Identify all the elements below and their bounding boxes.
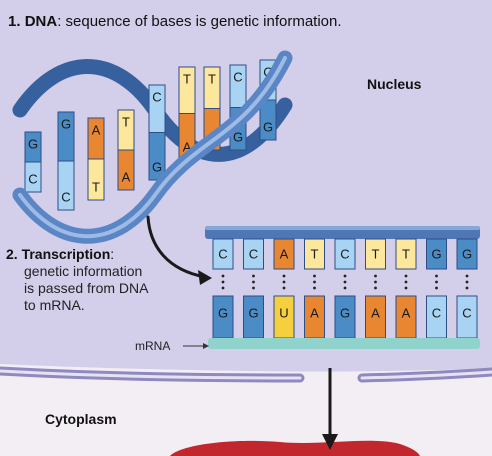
- hydrogen-bond: [252, 275, 255, 278]
- rna-base-letter: A: [310, 305, 319, 321]
- dna-base-letter: G: [461, 246, 473, 262]
- rna-base-letter: U: [279, 305, 289, 321]
- rna-base-letter: C: [431, 305, 442, 321]
- helix-base-letter: T: [92, 179, 100, 195]
- dna-base-letter: T: [402, 246, 410, 262]
- hydrogen-bond: [466, 281, 469, 284]
- step1-text: : sequence of bases is genetic information.: [57, 13, 342, 30]
- helix-base-letter: G: [27, 136, 39, 152]
- hydrogen-bond: [252, 287, 255, 290]
- rna-base-letter: G: [248, 305, 259, 321]
- rna-base-letter: A: [371, 305, 380, 321]
- step1-term: DNA: [24, 13, 58, 30]
- rna-base-letter: A: [401, 305, 411, 321]
- helix-base-letter: G: [60, 116, 72, 132]
- dna-template-bases: [213, 239, 477, 289]
- helix-base-letter: A: [207, 129, 217, 145]
- dna-base-letter: G: [431, 246, 442, 262]
- helix-base-letter: A: [121, 169, 131, 185]
- dna-base-letter: C: [340, 246, 350, 262]
- helix-base-letter: C: [28, 171, 38, 187]
- hydrogen-bond: [313, 287, 316, 290]
- helix-base-letter: G: [151, 159, 163, 175]
- hydrogen-bond: [344, 275, 347, 278]
- hydrogen-bond: [405, 275, 408, 278]
- helix-base-letter: G: [262, 119, 274, 135]
- dna-base-letter: T: [371, 246, 380, 262]
- hydrogen-bond: [344, 281, 347, 284]
- hydrogen-bond: [466, 275, 469, 278]
- dna-base-letter: A: [279, 246, 289, 262]
- dna-base-letter: T: [310, 246, 319, 262]
- hydrogen-bond: [252, 281, 255, 284]
- step1-number: 1.: [8, 13, 21, 30]
- step2-number: 2.: [6, 246, 18, 262]
- hydrogen-bond: [313, 281, 316, 284]
- mrna-strand: [208, 338, 480, 349]
- step1-caption: [8, 13, 342, 30]
- rna-base-letter: G: [217, 305, 229, 321]
- step2-line-1: genetic information: [24, 263, 143, 279]
- hydrogen-bond: [222, 281, 225, 284]
- helix-base-letter: C: [263, 64, 273, 80]
- hydrogen-bond: [405, 287, 408, 290]
- helix-base-letter: T: [183, 71, 191, 87]
- hydrogen-bond: [283, 287, 286, 290]
- hydrogen-bond: [374, 287, 377, 290]
- hydrogen-bond: [222, 275, 225, 278]
- hydrogen-bond: [313, 275, 316, 278]
- rna-base-letter: G: [339, 305, 351, 321]
- hydrogen-bond: [222, 287, 225, 290]
- helix-base-letter: A: [91, 122, 101, 138]
- dna-base-letter: C: [218, 246, 228, 262]
- rna-base-letter: C: [462, 305, 472, 321]
- step2-term: Transcription: [21, 246, 111, 262]
- helix-base-letter: C: [152, 89, 162, 105]
- helix-base-letter: G: [232, 129, 244, 145]
- step2-line-3: to mRNA.: [24, 297, 85, 313]
- rna-bases: [213, 296, 477, 338]
- hydrogen-bond: [374, 281, 377, 284]
- hydrogen-bond: [435, 281, 438, 284]
- hydrogen-bond: [344, 287, 347, 290]
- helix-base-letter: T: [122, 114, 130, 130]
- helix-base-letter: C: [233, 69, 243, 85]
- hydrogen-bond: [283, 281, 286, 284]
- helix-base-letter: T: [208, 71, 216, 87]
- step2-heading: [6, 246, 114, 262]
- helix-base-letter: C: [61, 189, 71, 205]
- hydrogen-bond: [374, 275, 377, 278]
- mrna-label: mRNA: [135, 339, 171, 353]
- nucleus-label: Nucleus: [367, 76, 422, 92]
- hydrogen-bond: [435, 287, 438, 290]
- hydrogen-bond: [466, 287, 469, 290]
- hydrogen-bond: [283, 275, 286, 278]
- helix-base-letter: A: [182, 139, 192, 155]
- cytoplasm-label: Cytoplasm: [45, 411, 117, 427]
- step2-line-2: is passed from DNA: [24, 280, 149, 296]
- hydrogen-bond: [405, 281, 408, 284]
- dna-base-letter: C: [248, 246, 259, 262]
- hydrogen-bond: [435, 275, 438, 278]
- step2-caption: [6, 246, 148, 314]
- step2-colon: :: [110, 246, 115, 262]
